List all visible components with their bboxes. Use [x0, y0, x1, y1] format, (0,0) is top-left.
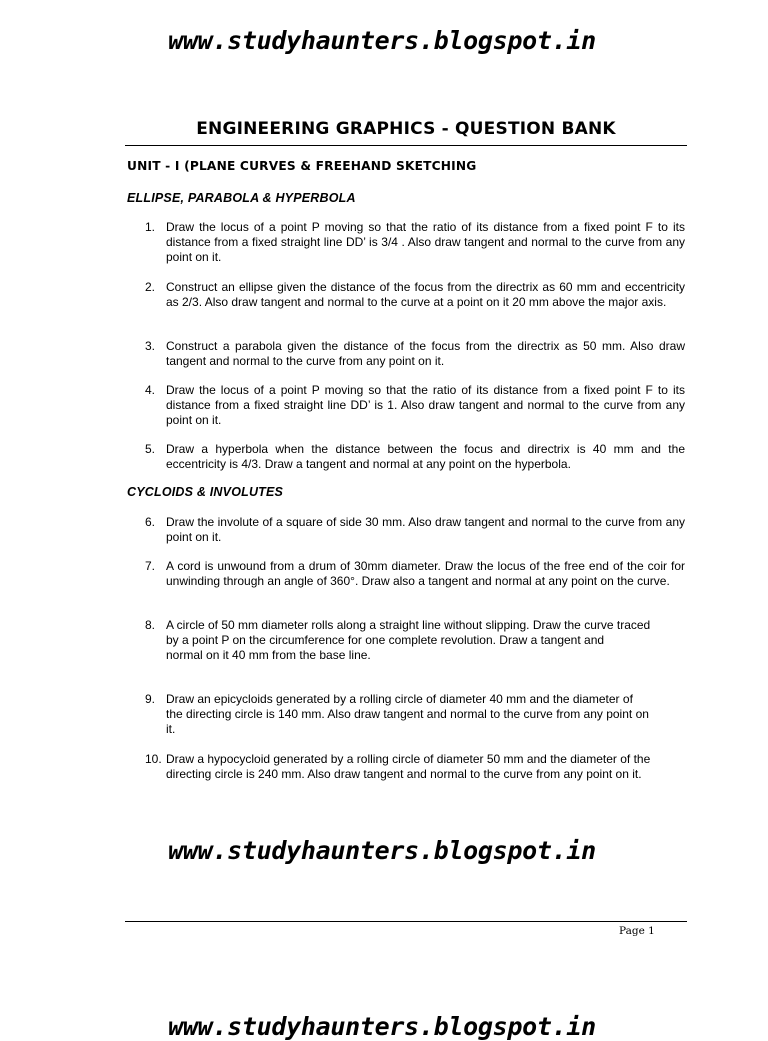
question-number: 3.	[145, 339, 156, 353]
question-text: Construct a parabola given the distance of the focus from the directrix as 50 mm. Also draw tangent and normal to the curve from any point on it.	[166, 339, 685, 369]
question-number: 5.	[145, 442, 156, 456]
question-item-3	[145, 339, 685, 369]
title-divider	[125, 145, 687, 146]
section-heading-ellipse-parabola-hyperbola: ELLIPSE, PARABOLA & HYPERBOLA	[127, 191, 356, 205]
question-item-5	[145, 442, 685, 472]
question-text: Draw the locus of a point P moving so that the ratio of its distance from a fixed point F to its distance from a fixed straight line DD’ is 3/4 . Also draw tangent and normal to the curve from any point on it.	[166, 220, 685, 265]
question-number: 10.	[145, 752, 162, 766]
question-text-line: normal on it 40 mm from the base line.	[166, 648, 371, 663]
footer-divider	[125, 921, 687, 922]
question-text: Draw a hypocycloid generated by a rolling circle of diameter 50 mm and the diameter of the directing circle is 240 mm. Also draw tangent and normal to the curve from any point on it.	[166, 752, 651, 782]
question-item-6	[145, 515, 685, 545]
question-item-8	[145, 618, 651, 664]
question-number: 2.	[145, 280, 156, 294]
page-title: ENGINEERING GRAPHICS - QUESTION BANK	[196, 119, 616, 139]
question-text: A cord is unwound from a drum of 30mm diameter. Draw the locus of the free end of the coir for unwinding through an angle of 360°. Draw also a tangent and normal at any point on the curve.	[166, 559, 685, 589]
question-text	[166, 618, 651, 664]
question-text-line: A circle of 50 mm diameter rolls along a straight line without slipping. Draw the curve traced by a point P on the circumference for one complete revolution. Draw a tangent and	[166, 618, 651, 648]
question-number: 8.	[145, 618, 156, 632]
question-number: 4.	[145, 383, 156, 397]
page-number: Page 1	[619, 925, 655, 937]
question-item-10	[145, 752, 651, 782]
question-text: Draw an epicycloids generated by a rolling circle of diameter 40 mm and the diameter of the directing circle is 140 mm. Also draw tangent and normal to the curve from any point on it.	[166, 692, 649, 737]
question-text: Draw the locus of a point P moving so that the ratio of its distance from a fixed point F to its distance from a fixed straight line DD’ is 1. Also draw tangent and normal to the curve from any point on it.	[166, 383, 685, 428]
unit-heading: UNIT - I (PLANE CURVES & FREEHAND SKETCHING	[127, 159, 477, 173]
question-item-1	[145, 220, 685, 266]
question-number: 6.	[145, 515, 156, 529]
question-text: Draw the involute of a square of side 30 mm. Also draw tangent and normal to the curve from any point on it.	[166, 515, 685, 545]
question-item-7	[145, 559, 685, 589]
section-heading-cycloids-involutes: CYCLOIDS & INVOLUTES	[127, 485, 284, 499]
question-number: 1.	[145, 220, 156, 234]
question-text: Construct an ellipse given the distance of the focus from the directrix as 60 mm and eccentricity as 2/3. Also draw tangent and normal to the curve at a point on it 20 mm above the major axis.	[166, 280, 685, 310]
watermark-url-bottom: www.studyhaunters.blogspot.in	[168, 1012, 596, 1041]
watermark-url-middle: www.studyhaunters.blogspot.in	[168, 836, 596, 865]
question-item-9	[145, 692, 651, 738]
question-number: 9.	[145, 692, 156, 706]
question-number: 7.	[145, 559, 156, 573]
watermark-url-top: www.studyhaunters.blogspot.in	[168, 26, 596, 55]
question-item-2	[145, 280, 685, 310]
question-text: Draw a hyperbola when the distance between the focus and directrix is 40 mm and the eccentricity is 4/3. Draw a tangent and normal at any point on the hyperbola.	[166, 442, 685, 472]
question-item-4	[145, 383, 685, 429]
